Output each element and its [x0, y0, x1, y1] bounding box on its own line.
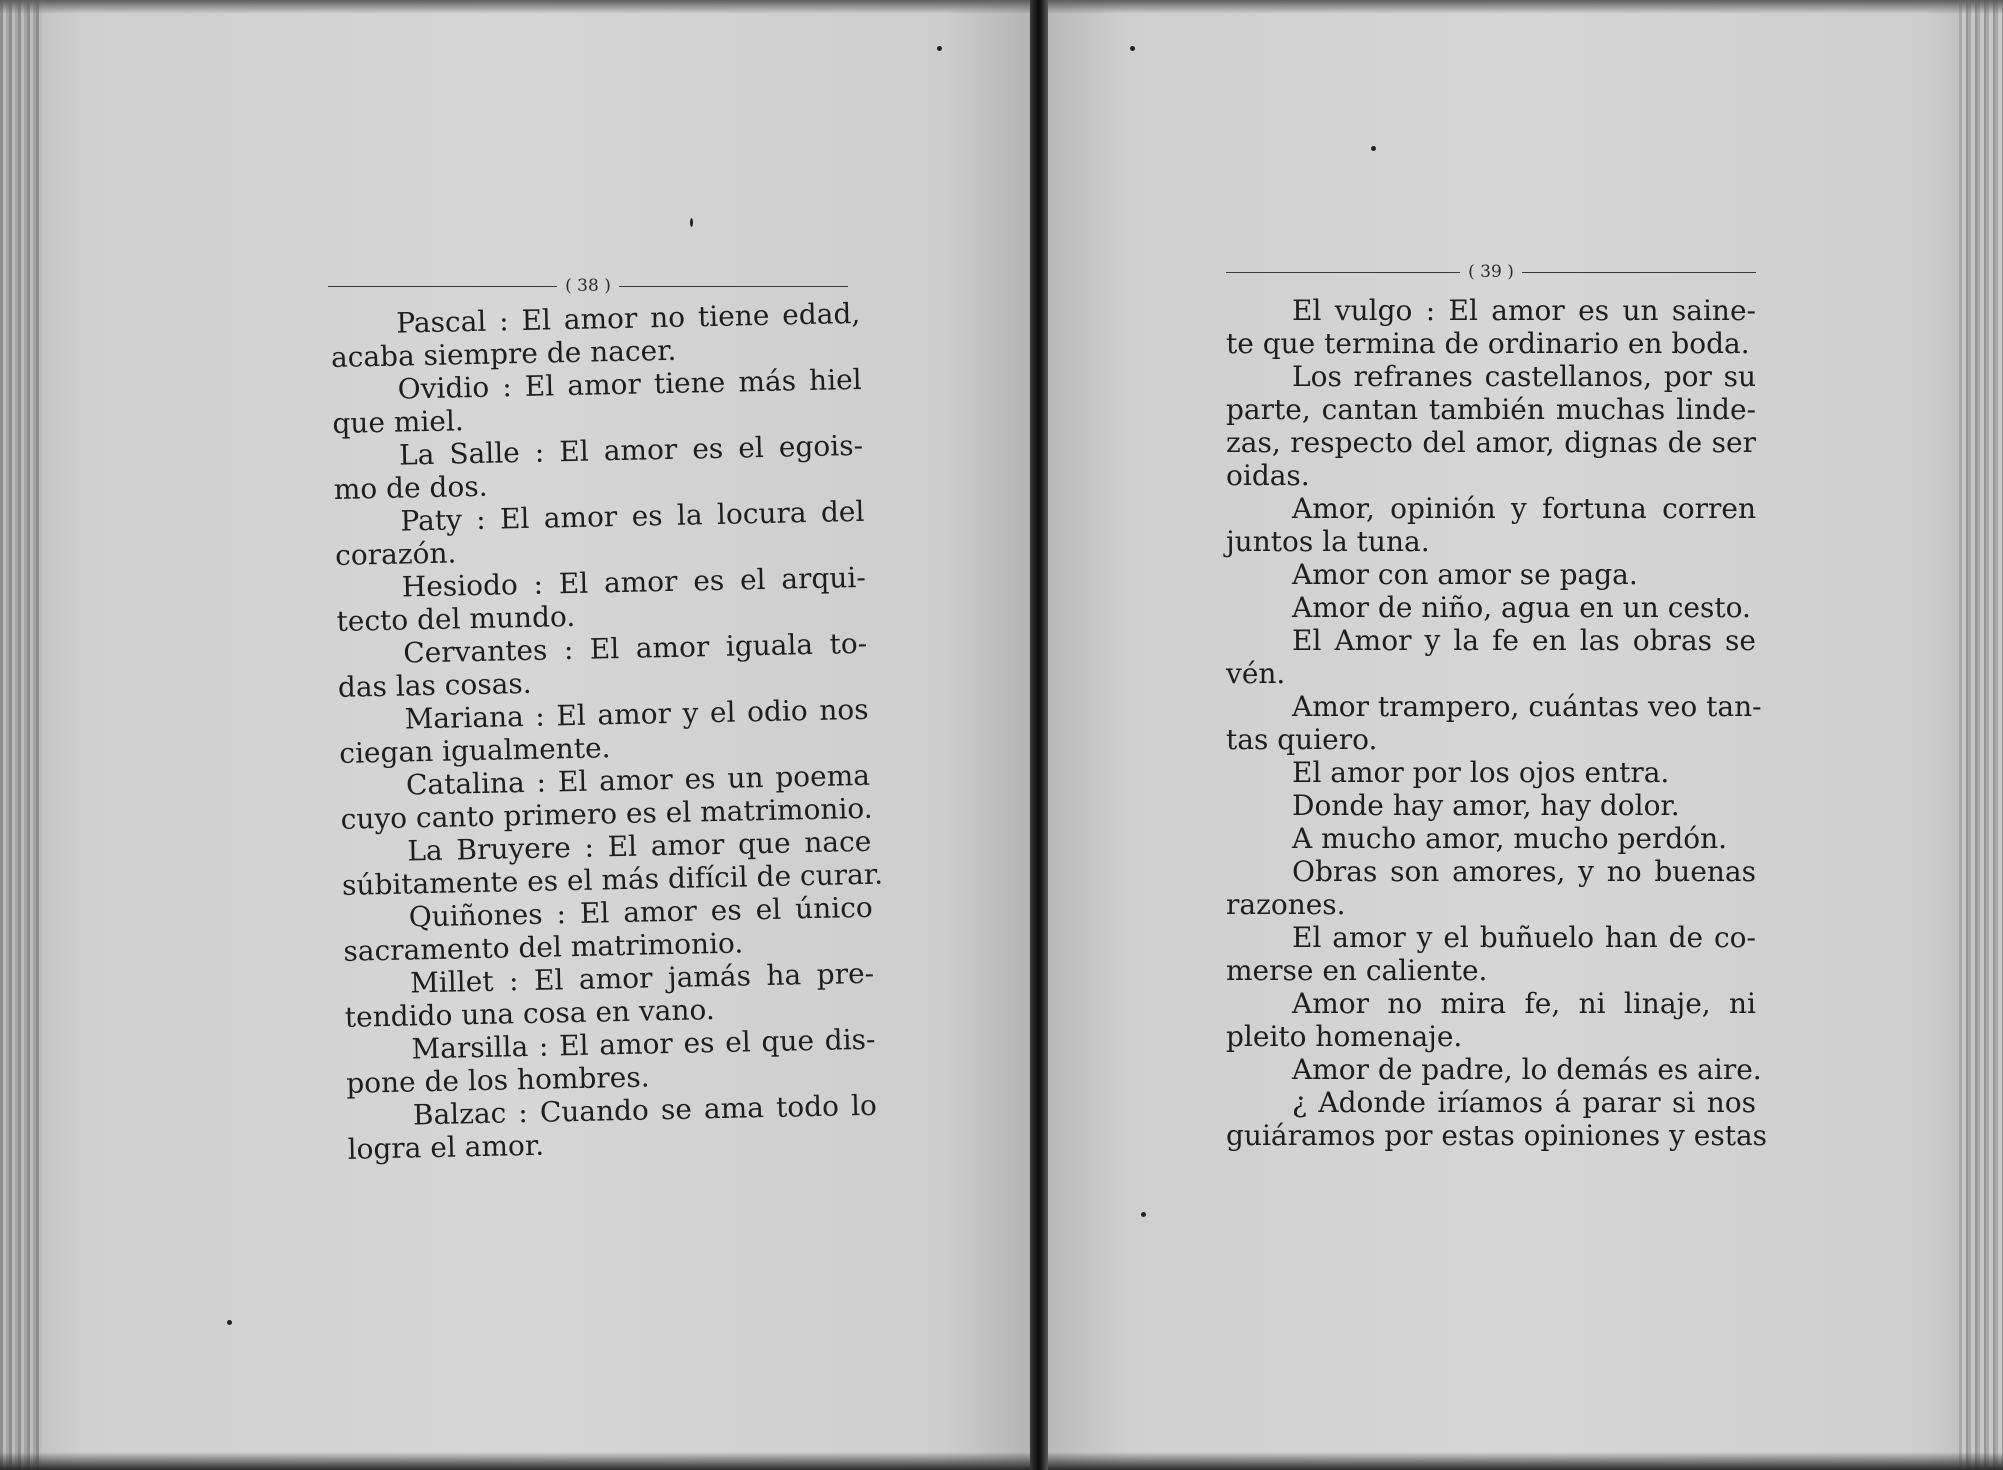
text-line: Amor no mira fe, ni linaje, ni: [1292, 987, 1756, 1020]
text-line: Catalina : El amor es un poema: [405, 758, 871, 802]
text-line: te que termina de ordinario en boda.: [1226, 327, 1750, 360]
right-page-body: [1226, 294, 1768, 1152]
right-page-header: [1226, 262, 1756, 282]
text-line: ¿ Adonde iríamos á parar si nos: [1292, 1086, 1756, 1119]
text-line: Amor, opinión y fortuna corren: [1292, 492, 1756, 525]
text-line: que miel.: [332, 404, 465, 440]
text-line: Amor trampero, cuántas veo tan-: [1292, 690, 1762, 723]
left-page-number: ( 38 ): [565, 276, 611, 296]
text-line: Pascal : El amor no tiene edad,: [395, 296, 861, 340]
text-line: logra el amor.: [347, 1128, 545, 1166]
header-rule: [619, 286, 848, 287]
text-line: juntos la tuna.: [1226, 525, 1430, 558]
text-line: Ovidio : El amor tiene más hiel: [397, 362, 862, 406]
text-line: razones.: [1226, 888, 1346, 921]
text-line: vén.: [1226, 657, 1286, 690]
text-line: acaba siempre de nacer.: [330, 333, 677, 374]
text-line: pone de los hombres.: [345, 1060, 650, 1100]
text-line: súbitamente es el más difícil de curar.: [341, 857, 884, 902]
text-line: ciegan igualmente.: [338, 731, 611, 770]
text-line: pleito homenaje.: [1226, 1020, 1463, 1053]
text-line: Balzac : Cuando se ama todo lo: [412, 1088, 878, 1132]
text-line: A mucho amor, mucho perdón.: [1292, 822, 1728, 855]
text-line: Millet : El amor jamás ha pre-: [409, 956, 875, 1000]
text-line: parte, cantan también muchas linde-: [1226, 393, 1756, 426]
text-line: El amor por los ojos entra.: [1292, 756, 1670, 789]
text-line: Donde hay amor, hay dolor.: [1292, 789, 1680, 822]
text-line: Marsilla : El amor es el que dis-: [411, 1022, 876, 1066]
text-line: Amor de padre, lo demás es aire.: [1292, 1053, 1762, 1086]
text-line: El vulgo : El amor es un saine-: [1292, 294, 1756, 327]
text-line: Paty : El amor es la locura del: [400, 494, 865, 538]
text-line: El Amor y la fe en las obras se: [1292, 624, 1756, 657]
ink-speck: [937, 46, 942, 51]
ink-speck: [227, 1320, 232, 1325]
top-shadow: [1048, 0, 2003, 14]
text-line: zas, respecto del amor, dignas de ser: [1226, 426, 1756, 459]
ink-speck: [1130, 46, 1135, 51]
text-line: Mariana : El amor y el odio nos: [404, 692, 869, 736]
text-line: merse en caliente.: [1226, 954, 1488, 987]
ink-speck: [1371, 146, 1376, 151]
ink-speck: [690, 218, 693, 227]
text-line: Cervantes : El amor iguala to-: [402, 626, 868, 670]
text-line: Los refranes castellanos, por su: [1292, 360, 1756, 393]
text-line: das las cosas.: [337, 666, 532, 704]
right-page-number: ( 39 ): [1468, 262, 1514, 282]
right-page: [1048, 0, 2003, 1470]
text-line: Obras son amores, y no buenas: [1292, 855, 1756, 888]
page-edge-stack: [0, 0, 42, 1470]
ink-speck: [1141, 1212, 1146, 1217]
left-page-header: [328, 276, 848, 296]
header-rule: [328, 286, 557, 287]
text-line: mo de dos.: [333, 469, 488, 506]
text-line: Quiñones : El amor es el único: [408, 890, 874, 934]
text-line: tendido una cosa en vano.: [344, 993, 716, 1034]
bottom-shadow: [0, 1452, 1030, 1470]
text-line: guiáramos por estas opiniones y estas: [1226, 1119, 1768, 1152]
text-line: oidas.: [1226, 459, 1310, 492]
text-line: La Bruyere : El amor que nace: [407, 824, 872, 868]
top-shadow: [0, 0, 1030, 14]
left-page-body: [330, 296, 884, 1166]
text-line: El amor y el buñuelo han de co-: [1292, 921, 1756, 954]
text-line: tas quiero.: [1226, 723, 1378, 756]
text-line: Amor de niño, agua en un cesto.: [1292, 591, 1751, 624]
bottom-shadow: [1048, 1452, 2003, 1470]
text-line: tecto del mundo.: [336, 599, 576, 638]
text-line: sacramento del matrimonio.: [343, 926, 744, 968]
text-line: corazón.: [334, 536, 457, 572]
text-line: Hesiodo : El amor es el arqui-: [401, 560, 867, 604]
text-line: Amor con amor se paga.: [1292, 558, 1638, 591]
text-line: cuyo canto primero es el matrimonio.: [340, 791, 873, 836]
page-edge-stack: [1959, 0, 2003, 1470]
header-rule: [1522, 272, 1756, 273]
book-gutter: [1030, 0, 1048, 1470]
text-line: La Salle : El amor es el egois-: [398, 428, 864, 472]
header-rule: [1226, 272, 1460, 273]
